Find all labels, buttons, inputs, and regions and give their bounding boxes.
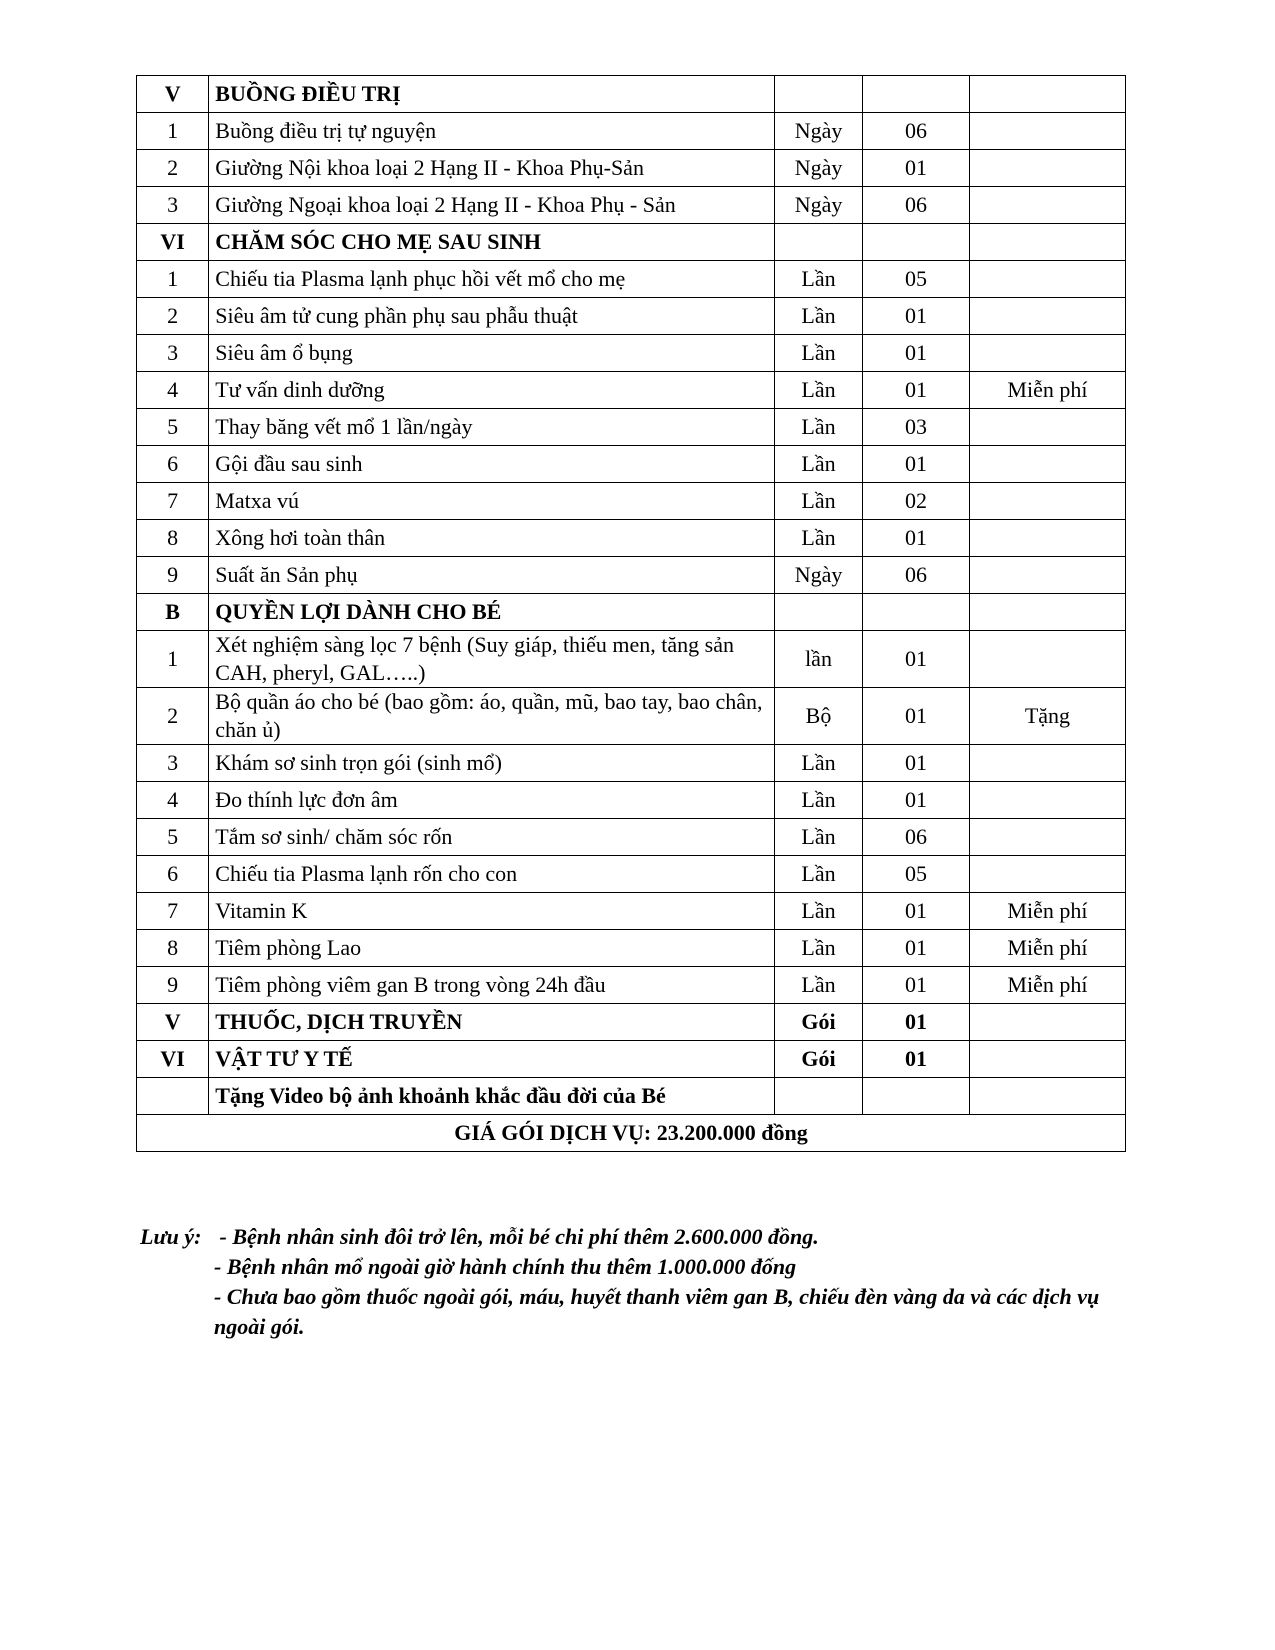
row-number: 2 [137, 150, 209, 187]
row-quantity: 01 [863, 335, 970, 372]
row-service-name: Đo thính lực đơn âm [209, 782, 775, 819]
row-note [969, 409, 1125, 446]
row-number: 5 [137, 409, 209, 446]
row-unit: Lần [775, 819, 863, 856]
row-quantity: 05 [863, 261, 970, 298]
row-number: 6 [137, 856, 209, 893]
note-line-3: - Chưa bao gồm thuốc ngoài gói, máu, huyết thanh viêm gan B, chiếu đèn vàng da và các dịch vụ ngoài gói. [214, 1284, 1100, 1339]
row-number [137, 1078, 209, 1115]
row-unit: Lần [775, 483, 863, 520]
row-note [969, 483, 1125, 520]
row-number: 9 [137, 557, 209, 594]
row-note: Miễn phí [969, 967, 1125, 1004]
row-note [969, 594, 1125, 631]
row-quantity [863, 76, 970, 113]
table-row [137, 893, 1126, 930]
table-row [137, 688, 1126, 745]
row-note [969, 631, 1125, 688]
row-unit: Lần [775, 930, 863, 967]
row-unit: Lần [775, 335, 863, 372]
row-unit: Lần [775, 782, 863, 819]
note-row-2 [140, 1252, 1130, 1282]
row-service-name: Buồng điều trị tự nguyện [209, 113, 775, 150]
row-quantity: 01 [863, 782, 970, 819]
row-quantity: 06 [863, 557, 970, 594]
table-row [137, 335, 1126, 372]
table-row [137, 631, 1126, 688]
row-quantity: 01 [863, 631, 970, 688]
row-number: 2 [137, 298, 209, 335]
row-unit: Ngày [775, 187, 863, 224]
row-note [969, 557, 1125, 594]
row-service-name: Tiêm phòng viêm gan B trong vòng 24h đầu [209, 967, 775, 1004]
row-unit: Bộ [775, 688, 863, 745]
row-unit: Ngày [775, 557, 863, 594]
row-note: Miễn phí [969, 930, 1125, 967]
row-service-name: Thay băng vết mổ 1 lần/ngày [209, 409, 775, 446]
row-service-name: VẬT TƯ Y TẾ [209, 1041, 775, 1078]
notes-label: Lưu ý: [140, 1224, 202, 1249]
table-row [137, 187, 1126, 224]
row-service-name: Xông hơi toàn thân [209, 520, 775, 557]
table-row [137, 745, 1126, 782]
notes-block [140, 1222, 1130, 1342]
table-row [137, 409, 1126, 446]
section-row [137, 1041, 1126, 1078]
row-service-name: Gội đầu sau sinh [209, 446, 775, 483]
row-service-name: Siêu âm tử cung phần phụ sau phẫu thuật [209, 298, 775, 335]
row-number: 2 [137, 688, 209, 745]
row-service-name: CHĂM SÓC CHO MẸ SAU SINH [209, 224, 775, 261]
row-number: VI [137, 224, 209, 261]
row-quantity: 01 [863, 150, 970, 187]
row-number: 8 [137, 930, 209, 967]
table-row [137, 819, 1126, 856]
section-row [137, 76, 1126, 113]
row-quantity: 06 [863, 819, 970, 856]
row-note [969, 113, 1125, 150]
row-unit: Lần [775, 967, 863, 1004]
row-quantity: 01 [863, 1041, 970, 1078]
row-note [969, 261, 1125, 298]
table-row [137, 372, 1126, 409]
row-service-name: Chiếu tia Plasma lạnh rốn cho con [209, 856, 775, 893]
row-note [969, 187, 1125, 224]
section-row [137, 594, 1126, 631]
table-row [137, 483, 1126, 520]
row-quantity: 01 [863, 520, 970, 557]
table-body [137, 76, 1126, 1115]
row-service-name: Tư vấn dinh dưỡng [209, 372, 775, 409]
row-unit: Ngày [775, 150, 863, 187]
row-unit: Ngày [775, 113, 863, 150]
row-number: 4 [137, 782, 209, 819]
row-unit [775, 594, 863, 631]
table-row [137, 557, 1126, 594]
row-quantity: 05 [863, 856, 970, 893]
price-row [137, 1115, 1126, 1152]
note-line-2: - Bệnh nhân mổ ngoài giờ hành chính thu thêm 1.000.000 đống [214, 1254, 797, 1279]
row-number: 3 [137, 335, 209, 372]
row-quantity: 06 [863, 113, 970, 150]
row-service-name: Chiếu tia Plasma lạnh phục hồi vết mổ cho mẹ [209, 261, 775, 298]
row-note [969, 1004, 1125, 1041]
table-row [137, 446, 1126, 483]
row-service-name: Tặng Video bộ ảnh khoảnh khắc đầu đời của Bé [209, 1078, 775, 1115]
section-row [137, 1004, 1126, 1041]
row-note [969, 224, 1125, 261]
row-number: 4 [137, 372, 209, 409]
section-row [137, 1078, 1126, 1115]
row-quantity: 01 [863, 745, 970, 782]
row-service-name: Matxa vú [209, 483, 775, 520]
row-note [969, 856, 1125, 893]
row-note [969, 335, 1125, 372]
row-unit: Lần [775, 409, 863, 446]
row-unit [775, 1078, 863, 1115]
row-note [969, 819, 1125, 856]
note-row-3 [140, 1282, 1130, 1342]
row-unit: Lần [775, 261, 863, 298]
table-row [137, 520, 1126, 557]
row-number: 1 [137, 631, 209, 688]
row-unit: Lần [775, 446, 863, 483]
row-note [969, 76, 1125, 113]
row-service-name: Giường Nội khoa loại 2 Hạng II - Khoa Phụ-Sản [209, 150, 775, 187]
row-quantity: 01 [863, 298, 970, 335]
row-service-name: Tiêm phòng Lao [209, 930, 775, 967]
service-package-table [136, 75, 1126, 1152]
row-quantity: 03 [863, 409, 970, 446]
row-unit: Lần [775, 520, 863, 557]
row-note [969, 446, 1125, 483]
row-unit [775, 224, 863, 261]
row-service-name: BUỒNG ĐIỀU TRỊ [209, 76, 775, 113]
row-note [969, 782, 1125, 819]
row-number: V [137, 76, 209, 113]
row-note: Miễn phí [969, 372, 1125, 409]
row-quantity: 02 [863, 483, 970, 520]
row-number: VI [137, 1041, 209, 1078]
row-unit: Gói [775, 1041, 863, 1078]
table-row [137, 930, 1126, 967]
row-note [969, 1078, 1125, 1115]
row-quantity [863, 1078, 970, 1115]
table-row [137, 856, 1126, 893]
row-quantity: 01 [863, 372, 970, 409]
row-number: 9 [137, 967, 209, 1004]
row-number: 5 [137, 819, 209, 856]
row-quantity: 01 [863, 446, 970, 483]
row-quantity: 01 [863, 930, 970, 967]
row-number: 3 [137, 745, 209, 782]
row-service-name: Bộ quần áo cho bé (bao gồm: áo, quần, mũ, bao tay, bao chân, chăn ủ) [209, 688, 775, 745]
row-unit: Lần [775, 298, 863, 335]
row-service-name: Xét nghiệm sàng lọc 7 bệnh (Suy giáp, thiếu men, tăng sản CAH, pheryl, GAL…..) [209, 631, 775, 688]
table-row [137, 782, 1126, 819]
row-note [969, 298, 1125, 335]
row-note: Tặng [969, 688, 1125, 745]
table-row [137, 298, 1126, 335]
section-row [137, 224, 1126, 261]
row-quantity: 01 [863, 1004, 970, 1041]
row-number: V [137, 1004, 209, 1041]
row-unit: Gói [775, 1004, 863, 1041]
row-note: Miễn phí [969, 893, 1125, 930]
row-number: 7 [137, 893, 209, 930]
row-number: 7 [137, 483, 209, 520]
row-note [969, 1041, 1125, 1078]
row-number: 8 [137, 520, 209, 557]
row-number: 6 [137, 446, 209, 483]
row-service-name: Siêu âm ổ bụng [209, 335, 775, 372]
row-service-name: Suất ăn Sản phụ [209, 557, 775, 594]
row-note [969, 520, 1125, 557]
row-quantity [863, 224, 970, 261]
row-number: 1 [137, 113, 209, 150]
note-line-1: - Bệnh nhân sinh đôi trở lên, mỗi bé chi phí thêm 2.600.000 đồng. [214, 1224, 819, 1249]
row-unit: lần [775, 631, 863, 688]
row-number: 3 [137, 187, 209, 224]
table-row [137, 113, 1126, 150]
note-row-1 [140, 1222, 1130, 1252]
row-quantity: 01 [863, 967, 970, 1004]
row-service-name: THUỐC, DỊCH TRUYỀN [209, 1004, 775, 1041]
row-unit: Lần [775, 745, 863, 782]
row-unit: Lần [775, 893, 863, 930]
row-service-name: Giường Ngoại khoa loại 2 Hạng II - Khoa Phụ - Sản [209, 187, 775, 224]
row-unit [775, 76, 863, 113]
row-service-name: Tắm sơ sinh/ chăm sóc rốn [209, 819, 775, 856]
table-row [137, 261, 1126, 298]
row-unit: Lần [775, 856, 863, 893]
row-quantity [863, 594, 970, 631]
row-service-name: Khám sơ sinh trọn gói (sinh mổ) [209, 745, 775, 782]
table-row [137, 967, 1126, 1004]
row-quantity: 06 [863, 187, 970, 224]
table-row [137, 150, 1126, 187]
row-note [969, 150, 1125, 187]
package-price: GIÁ GÓI DỊCH VỤ: 23.200.000 đồng [137, 1115, 1126, 1152]
row-number: B [137, 594, 209, 631]
row-number: 1 [137, 261, 209, 298]
row-quantity: 01 [863, 688, 970, 745]
row-note [969, 745, 1125, 782]
row-service-name: Vitamin K [209, 893, 775, 930]
row-unit: Lần [775, 372, 863, 409]
row-quantity: 01 [863, 893, 970, 930]
row-service-name: QUYỀN LỢI DÀNH CHO BÉ [209, 594, 775, 631]
